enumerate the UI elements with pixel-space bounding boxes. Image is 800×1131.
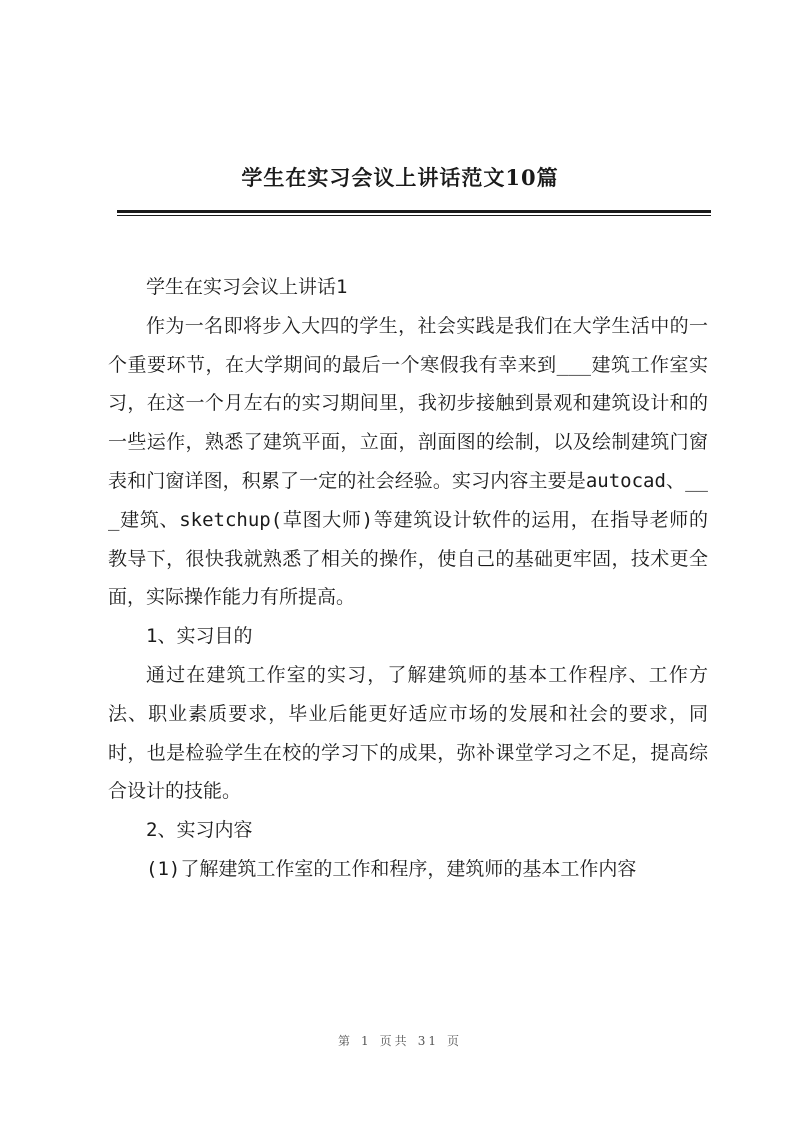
footer-page-number: 1 bbox=[361, 1034, 372, 1048]
title-underline-thick bbox=[117, 210, 711, 213]
footer-total-pages: 31 bbox=[417, 1034, 439, 1048]
document-title: 学生在实习会议上讲话范文10篇 bbox=[241, 165, 559, 190]
section-heading: 学生在实习会议上讲话1 bbox=[146, 276, 348, 298]
title-underline-thin bbox=[117, 215, 711, 216]
section-heading: 1、实习目的 bbox=[146, 625, 253, 648]
page-footer bbox=[0, 1032, 800, 1049]
section-heading: 2、实习内容 bbox=[146, 819, 253, 842]
footer-prefix: 第 bbox=[338, 1034, 354, 1048]
body-paragraph: 作为一名即将步入大四的学生，社会实践是我们在大学生活中的一个重要环节，在大学期间的最后一个寒假我有幸来到___建筑工作室实习，在这一个月左右的实习期间里，我初步接触到景观和建筑设计和的一些运作，熟悉了建筑平面，立面，剖面图的绘制，以及绘制建筑门窗表和门窗详图，积累了一定的社会经验。实习内容主要是autocad、___建筑、sketchup(草图大师)等建筑设计软件的运用，在指导老师的教导下，很快我就熟悉了相关的操作，使自己的基础更牢固，技术更全面，实际操作能力有所提高。 bbox=[108, 314, 708, 609]
body-paragraph: 通过在建筑工作室的实习，了解建筑师的基本工作程序、工作方法、职业素质要求，毕业后能更好适应市场的发展和社会的要求，同时，也是检验学生在校的学习下的成果，弥补课堂学习之不足，提高综合设计的技能。 bbox=[108, 663, 708, 803]
body-paragraph: (1)了解建筑工作室的工作和程序，建筑师的基本工作内容 bbox=[146, 857, 637, 880]
document-body bbox=[108, 268, 708, 889]
footer-suffix: 页 bbox=[446, 1034, 462, 1048]
footer-middle: 页共 bbox=[379, 1034, 410, 1048]
